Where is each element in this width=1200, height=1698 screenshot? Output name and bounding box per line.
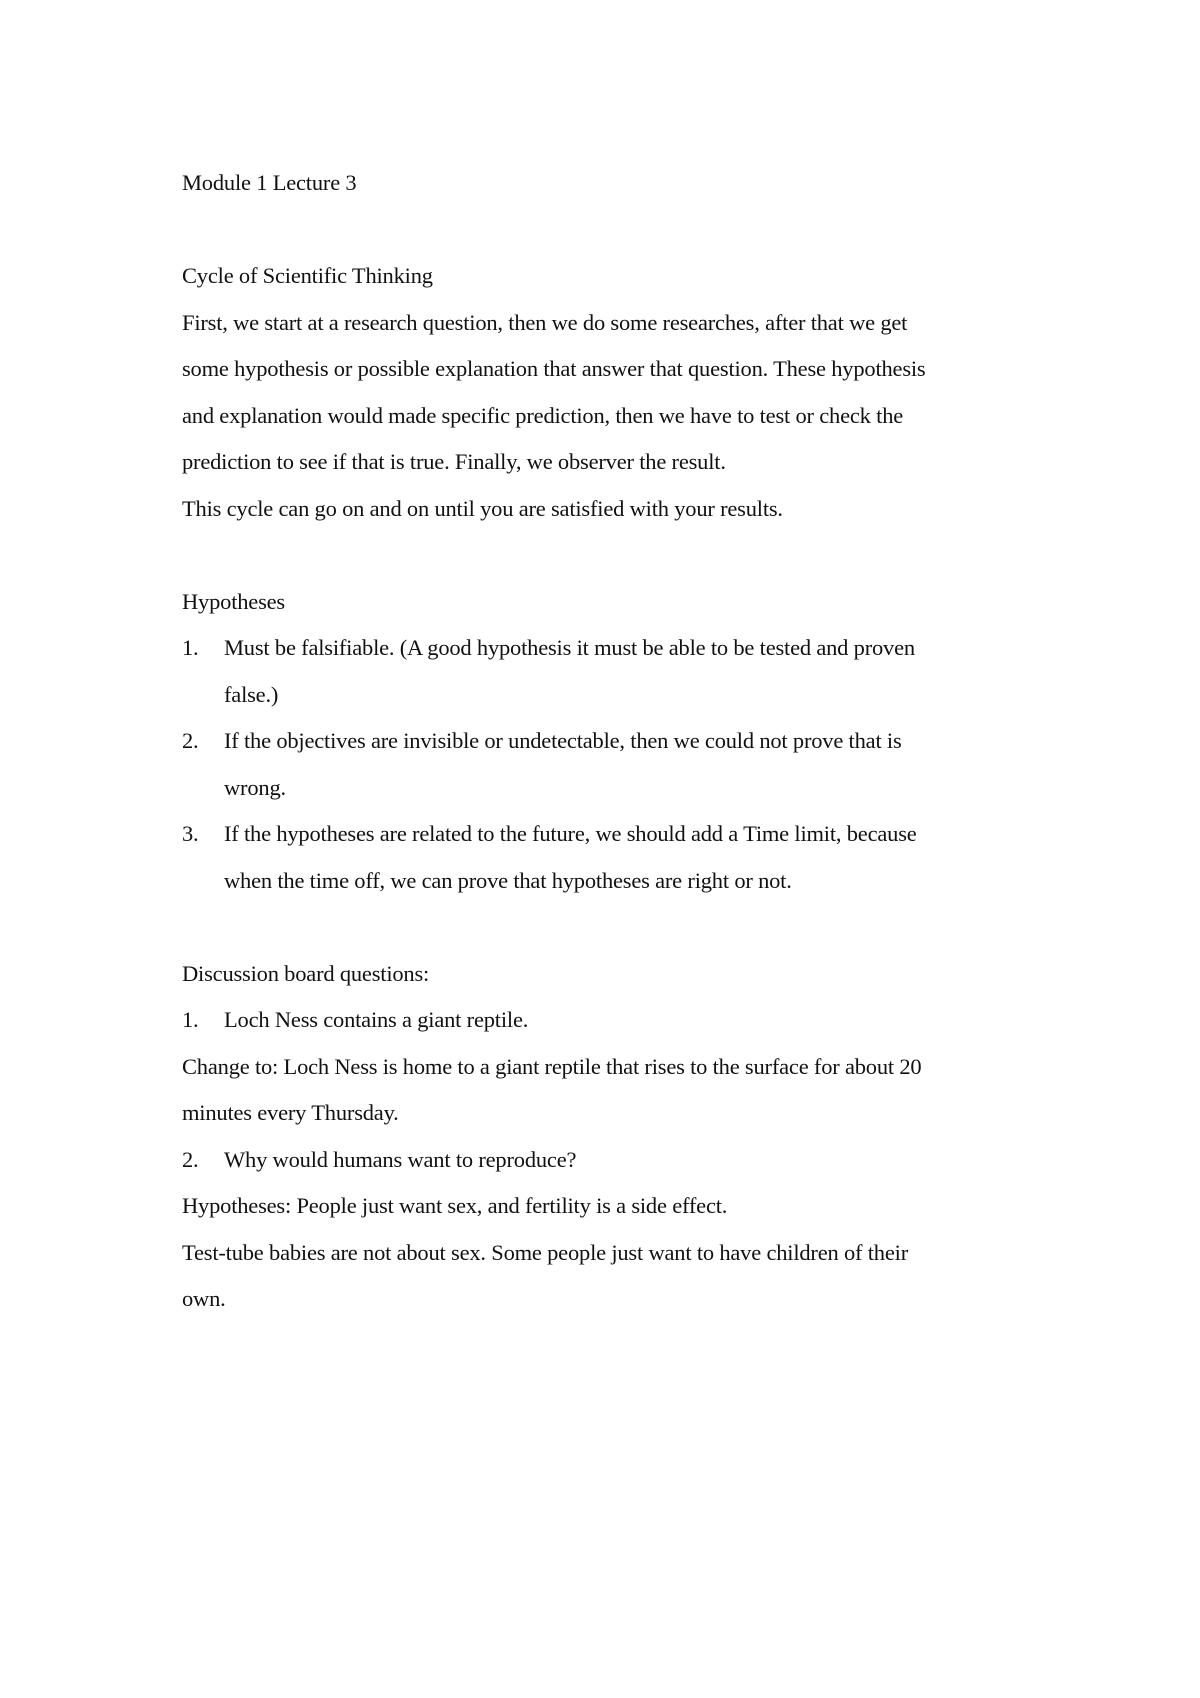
list-item-line: If the hypotheses are related to the future, we should add a Time limit, because <box>224 821 917 846</box>
discussion-section <box>182 951 1022 1323</box>
list-number: 2. <box>182 728 199 753</box>
hypotheses-section <box>182 579 1022 905</box>
list-number: 1. <box>182 635 199 660</box>
hypotheses-heading: Hypotheses <box>182 588 285 614</box>
question-text: Why would humans want to reproduce? <box>224 1146 577 1172</box>
cycle-paragraph-line: some hypothesis or possible explanation that answer that question. These hypothesis <box>182 356 926 381</box>
list-item-line: false.) <box>224 681 279 707</box>
discussion-question <box>182 997 1022 1044</box>
list-item-line: when the time off, we can prove that hypotheses are right or not. <box>224 867 792 893</box>
discussion-question <box>182 1137 1022 1184</box>
hypotheses-list-item <box>182 811 1022 904</box>
answer-line: Change to: Loch Ness is home to a giant reptile that rises to the surface for about 20 <box>182 1053 922 1079</box>
list-number: 1. <box>182 1007 199 1032</box>
cycle-paragraph-line: prediction to see if that is true. Finally, we observer the result. <box>182 449 726 474</box>
cycle-paragraph-line: This cycle can go on and on until you are satisfied with your results. <box>182 495 783 521</box>
answer-line: Hypotheses: People just want sex, and fertility is a side effect. <box>182 1193 728 1218</box>
cycle-section <box>182 253 1022 532</box>
list-number: 2. <box>182 1146 199 1172</box>
blank-line <box>182 532 1022 579</box>
answer-line: own. <box>182 1286 226 1311</box>
list-item-line: Must be falsifiable. (A good hypothesis it must be able to be tested and proven <box>224 635 915 660</box>
list-item-line: If the objectives are invisible or undetectable, then we could not prove that is <box>224 728 902 753</box>
answer-line: Test-tube babies are not about sex. Some people just want to have children of their <box>182 1239 908 1265</box>
list-item-line: wrong. <box>224 774 286 800</box>
list-number: 3. <box>182 821 199 846</box>
cycle-heading: Cycle of Scientific Thinking <box>182 263 433 288</box>
hypotheses-list-item <box>182 718 1022 811</box>
document-body <box>182 160 1022 1323</box>
hypotheses-list-item <box>182 625 1022 718</box>
blank-line <box>182 207 1022 254</box>
question-text: Loch Ness contains a giant reptile. <box>224 1007 529 1032</box>
cycle-paragraph-line: First, we start at a research question, then we do some researches, after that we get <box>182 309 908 335</box>
blank-line <box>182 904 1022 951</box>
document-title: Module 1 Lecture 3 <box>182 170 357 195</box>
answer-line: minutes every Thursday. <box>182 1100 399 1125</box>
discussion-heading: Discussion board questions: <box>182 960 430 986</box>
cycle-paragraph-line: and explanation would made specific prediction, then we have to test or check the <box>182 402 904 428</box>
